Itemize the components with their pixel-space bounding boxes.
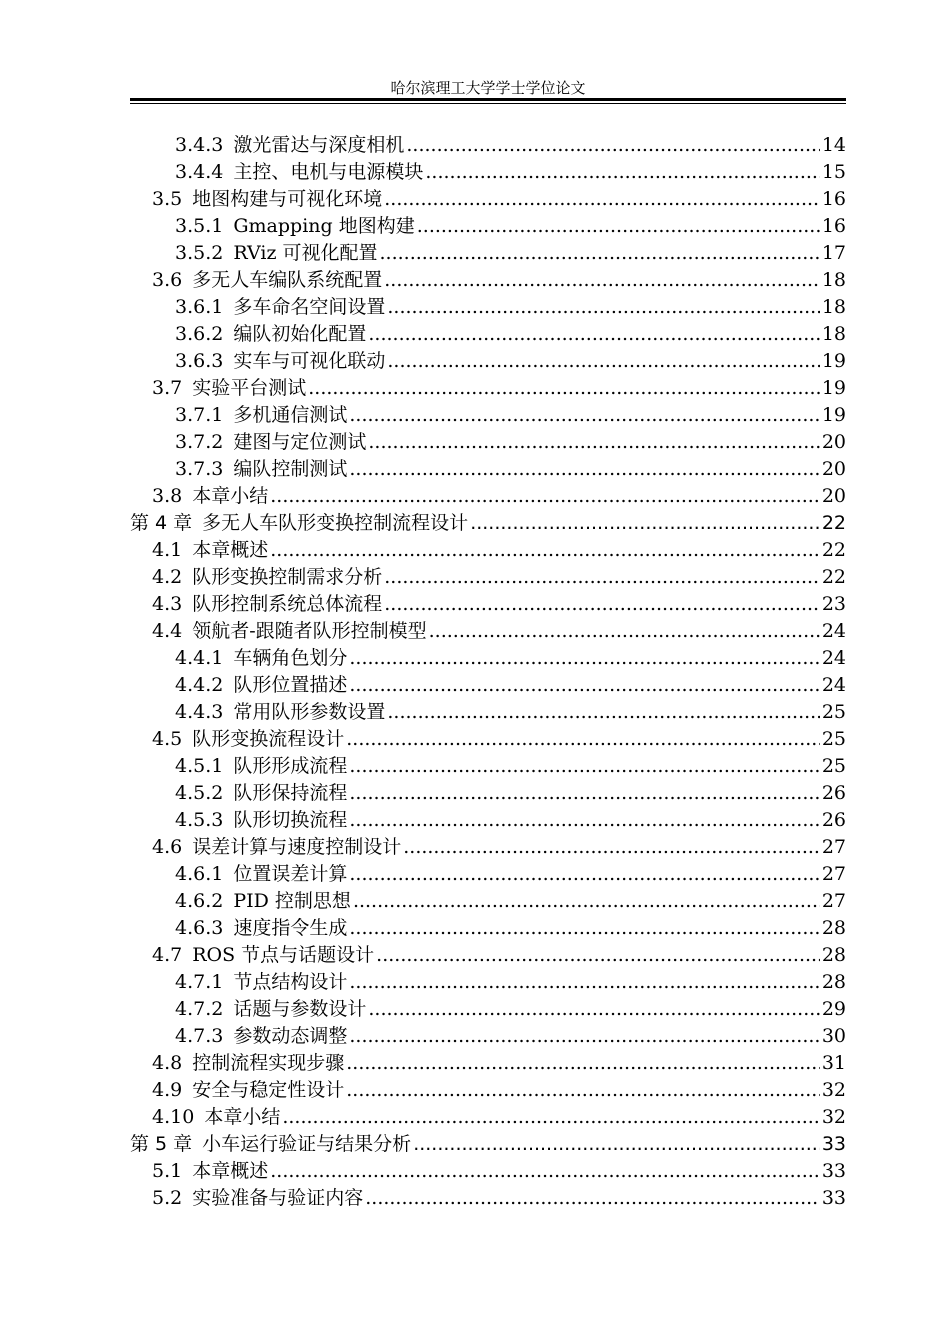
toc-dot-leader	[368, 996, 819, 1023]
toc-entry-number: 3.5.1	[175, 215, 224, 237]
toc-entry-title: 控制流程实现步骤	[192, 1052, 345, 1074]
toc-entry-page: 28	[821, 944, 846, 966]
toc-entry[interactable]	[130, 321, 846, 348]
toc-entry-page: 33	[821, 1133, 846, 1155]
toc-entry-page: 22	[821, 539, 846, 561]
table-of-contents	[130, 132, 846, 1212]
toc-entry-page: 24	[821, 674, 846, 696]
toc-dot-leader	[368, 321, 819, 348]
toc-entry-page: 32	[821, 1079, 846, 1101]
toc-entry-number: 3.5	[152, 188, 183, 210]
toc-entry[interactable]	[130, 645, 846, 672]
toc-entry-title: 队形形成流程	[233, 755, 348, 777]
toc-dot-leader	[365, 1185, 820, 1212]
toc-entry-page: 22	[821, 512, 846, 534]
toc-dot-leader	[349, 402, 819, 429]
toc-dot-leader	[270, 483, 820, 510]
toc-entry-page: 27	[821, 863, 846, 885]
toc-entry-title: 编队初始化配置	[233, 323, 367, 345]
toc-entry[interactable]	[130, 996, 846, 1023]
header-rule-thin	[130, 103, 846, 104]
toc-entry-page: 26	[821, 782, 846, 804]
toc-entry-page: 26	[821, 809, 846, 831]
toc-entry[interactable]	[130, 348, 846, 375]
toc-dot-leader	[425, 159, 819, 186]
toc-entry-title: 建图与定位测试	[233, 431, 367, 453]
toc-dot-leader	[413, 1131, 820, 1158]
toc-entry-page: 28	[821, 971, 846, 993]
toc-entry-number: 3.7	[152, 377, 183, 399]
toc-entry-title: 本章概述	[192, 539, 269, 561]
toc-dot-leader	[429, 618, 820, 645]
toc-entry-number: 4.3	[152, 593, 183, 615]
toc-entry-number: 3.8	[152, 485, 183, 507]
toc-dot-leader	[349, 645, 819, 672]
toc-entry-number: 5.1	[152, 1160, 183, 1182]
toc-entry-number: 第 4 章	[130, 512, 193, 534]
toc-entry-page: 25	[821, 701, 846, 723]
toc-entry-title: 队形变换控制需求分析	[192, 566, 383, 588]
toc-entry-page: 18	[821, 269, 846, 291]
toc-entry-title: 激光雷达与深度相机	[233, 134, 405, 156]
toc-entry-page: 17	[821, 242, 846, 264]
toc-entry-number: 4.1	[152, 539, 183, 561]
toc-entry-number: 3.7.3	[175, 458, 224, 480]
toc-entry-page: 29	[821, 998, 846, 1020]
toc-entry-number: 4.4.2	[175, 674, 224, 696]
toc-dot-leader	[349, 456, 819, 483]
toc-entry-page: 33	[821, 1187, 846, 1209]
toc-entry-title: 多车命名空间设置	[233, 296, 386, 318]
header-rule-thick	[130, 98, 846, 101]
toc-entry-number: 3.6.2	[175, 323, 224, 345]
toc-entry-number: 4.4.3	[175, 701, 224, 723]
toc-entry[interactable]	[130, 726, 846, 753]
toc-entry[interactable]	[130, 564, 846, 591]
toc-entry-title: 领航者-跟随者队形控制模型	[192, 620, 427, 642]
toc-entry-title: Gmapping 地图构建	[233, 215, 415, 237]
toc-entry-page: 24	[821, 620, 846, 642]
toc-entry[interactable]	[130, 1104, 846, 1131]
toc-entry-page: 16	[821, 215, 846, 237]
toc-entry-title: 本章小结	[192, 485, 269, 507]
toc-entry[interactable]	[130, 942, 846, 969]
toc-entry[interactable]	[130, 1050, 846, 1077]
toc-entry-number: 4.10	[152, 1106, 195, 1128]
toc-entry-number: 3.6.3	[175, 350, 224, 372]
toc-entry-number: 第 5 章	[130, 1133, 193, 1155]
toc-dot-leader	[349, 780, 819, 807]
toc-entry-page: 30	[821, 1025, 846, 1047]
toc-dot-leader	[270, 537, 820, 564]
toc-entry-page: 24	[821, 647, 846, 669]
toc-entry-page: 19	[821, 377, 846, 399]
toc-entry-number: 4.7.3	[175, 1025, 224, 1047]
toc-entry-title: 队形保持流程	[233, 782, 348, 804]
toc-entry[interactable]	[130, 888, 846, 915]
toc-dot-leader	[349, 672, 819, 699]
toc-entry-number: 4.4.1	[175, 647, 224, 669]
toc-entry-page: 19	[821, 350, 846, 372]
toc-entry-number: 4.6.3	[175, 917, 224, 939]
toc-entry[interactable]	[130, 591, 846, 618]
toc-entry-title: 本章概述	[192, 1160, 269, 1182]
toc-entry-title: 节点结构设计	[233, 971, 348, 993]
toc-entry-title: 队形切换流程	[233, 809, 348, 831]
toc-entry-title: 常用队形参数设置	[233, 701, 386, 723]
toc-entry-number: 4.5.3	[175, 809, 224, 831]
toc-entry-title: 车辆角色划分	[233, 647, 348, 669]
toc-entry-title: 多无人车编队系统配置	[192, 269, 383, 291]
toc-dot-leader	[349, 861, 819, 888]
toc-entry-title: 速度指令生成	[233, 917, 348, 939]
toc-entry[interactable]	[130, 429, 846, 456]
toc-entry-title: 安全与稳定性设计	[192, 1079, 345, 1101]
toc-entry[interactable]	[130, 537, 846, 564]
toc-dot-leader	[368, 429, 819, 456]
toc-entry[interactable]	[130, 834, 846, 861]
toc-entry-title: 主控、电机与电源模块	[233, 161, 424, 183]
toc-entry-page: 19	[821, 404, 846, 426]
toc-entry-title: 误差计算与速度控制设计	[192, 836, 402, 858]
toc-entry-number: 3.5.2	[175, 242, 224, 264]
toc-entry-title: 多机通信测试	[233, 404, 348, 426]
toc-dot-leader	[353, 888, 820, 915]
toc-entry-page: 15	[821, 161, 846, 183]
toc-dot-leader	[349, 807, 819, 834]
toc-dot-leader	[346, 726, 820, 753]
toc-entry[interactable]	[130, 510, 846, 537]
toc-entry-number: 4.6	[152, 836, 183, 858]
toc-entry-number: 4.4	[152, 620, 183, 642]
toc-entry-number: 4.7.1	[175, 971, 224, 993]
toc-entry-number: 4.5.1	[175, 755, 224, 777]
toc-dot-leader	[282, 1104, 819, 1131]
toc-entry-page: 20	[821, 458, 846, 480]
toc-entry-title: 队形变换流程设计	[192, 728, 345, 750]
toc-dot-leader	[387, 699, 819, 726]
toc-entry-page: 18	[821, 296, 846, 318]
toc-entry-number: 4.6.1	[175, 863, 224, 885]
toc-entry[interactable]	[130, 132, 846, 159]
toc-entry[interactable]	[130, 672, 846, 699]
toc-entry[interactable]	[130, 213, 846, 240]
toc-entry[interactable]	[130, 1185, 846, 1212]
toc-entry[interactable]	[130, 753, 846, 780]
toc-dot-leader	[346, 1077, 820, 1104]
toc-dot-leader	[349, 753, 819, 780]
toc-dot-leader	[387, 348, 819, 375]
toc-entry-page: 18	[821, 323, 846, 345]
toc-entry-page: 14	[821, 134, 846, 156]
toc-dot-leader	[384, 186, 820, 213]
toc-entry[interactable]	[130, 1131, 846, 1158]
toc-entry-page: 16	[821, 188, 846, 210]
toc-entry-page: 22	[821, 566, 846, 588]
toc-entry-title: 队形控制系统总体流程	[192, 593, 383, 615]
toc-dot-leader	[417, 213, 820, 240]
toc-entry[interactable]	[130, 618, 846, 645]
toc-entry-number: 3.4.3	[175, 134, 224, 156]
toc-entry-number: 4.8	[152, 1052, 183, 1074]
toc-entry-title: 本章小结	[204, 1106, 281, 1128]
toc-entry-title: ROS 节点与话题设计	[192, 944, 375, 966]
toc-entry-title: RViz 可视化配置	[233, 242, 378, 264]
toc-entry-title: 队形位置描述	[233, 674, 348, 696]
toc-entry[interactable]	[130, 699, 846, 726]
toc-entry-title: 实车与可视化联动	[233, 350, 386, 372]
toc-entry-page: 20	[821, 485, 846, 507]
toc-entry[interactable]	[130, 807, 846, 834]
toc-entry[interactable]	[130, 402, 846, 429]
toc-entry-page: 25	[821, 755, 846, 777]
toc-entry[interactable]	[130, 294, 846, 321]
toc-entry[interactable]	[130, 159, 846, 186]
toc-entry[interactable]	[130, 186, 846, 213]
toc-entry-number: 4.5	[152, 728, 183, 750]
toc-entry-number: 3.7.2	[175, 431, 224, 453]
toc-entry[interactable]	[130, 1077, 846, 1104]
toc-entry-number: 3.7.1	[175, 404, 224, 426]
toc-dot-leader	[270, 1158, 820, 1185]
toc-entry[interactable]	[130, 915, 846, 942]
toc-entry-title: 实验准备与验证内容	[192, 1187, 364, 1209]
toc-entry-number: 4.7	[152, 944, 183, 966]
toc-entry-page: 31	[821, 1052, 846, 1074]
toc-entry[interactable]	[130, 456, 846, 483]
toc-dot-leader	[380, 240, 820, 267]
toc-entry-number: 4.9	[152, 1079, 183, 1101]
toc-entry-number: 4.2	[152, 566, 183, 588]
toc-entry-page: 33	[821, 1160, 846, 1182]
toc-entry-page: 23	[821, 593, 846, 615]
toc-dot-leader	[349, 1023, 819, 1050]
toc-dot-leader	[406, 132, 819, 159]
toc-entry-title: PID 控制思想	[233, 890, 351, 912]
toc-entry-title: 小车运行验证与结果分析	[202, 1133, 412, 1155]
toc-dot-leader	[384, 564, 820, 591]
page-header-title: 哈尔滨理工大学学士学位论文	[390, 79, 586, 97]
toc-dot-leader	[387, 294, 819, 321]
toc-entry-number: 5.2	[152, 1187, 183, 1209]
toc-entry[interactable]	[130, 780, 846, 807]
toc-entry-page: 27	[821, 836, 846, 858]
toc-entry-title: 实验平台测试	[192, 377, 307, 399]
toc-entry[interactable]	[130, 267, 846, 294]
toc-dot-leader	[346, 1050, 820, 1077]
toc-entry-title: 多无人车队形变换控制流程设计	[202, 512, 469, 534]
toc-entry-number: 3.6.1	[175, 296, 224, 318]
toc-entry-title: 地图构建与可视化环境	[192, 188, 383, 210]
toc-entry-page: 28	[821, 917, 846, 939]
toc-entry-page: 27	[821, 890, 846, 912]
toc-entry-page: 25	[821, 728, 846, 750]
toc-entry-number: 3.6	[152, 269, 183, 291]
toc-entry[interactable]	[130, 969, 846, 996]
toc-dot-leader	[349, 915, 819, 942]
toc-entry[interactable]	[130, 861, 846, 888]
toc-entry[interactable]	[130, 1023, 846, 1050]
toc-entry-page: 32	[821, 1106, 846, 1128]
toc-dot-leader	[349, 969, 819, 996]
toc-entry-number: 4.6.2	[175, 890, 224, 912]
toc-dot-leader	[403, 834, 820, 861]
toc-dot-leader	[384, 591, 820, 618]
toc-entry[interactable]	[130, 240, 846, 267]
toc-entry-title: 编队控制测试	[233, 458, 348, 480]
toc-entry-title: 话题与参数设计	[233, 998, 367, 1020]
toc-entry-title: 位置误差计算	[233, 863, 348, 885]
toc-entry-title: 参数动态调整	[233, 1025, 348, 1047]
toc-dot-leader	[470, 510, 820, 537]
toc-entry[interactable]	[130, 375, 846, 402]
toc-entry-page: 20	[821, 431, 846, 453]
toc-entry[interactable]	[130, 1158, 846, 1185]
toc-entry-number: 4.5.2	[175, 782, 224, 804]
toc-dot-leader	[376, 942, 820, 969]
toc-dot-leader	[384, 267, 820, 294]
toc-dot-leader	[308, 375, 820, 402]
toc-entry[interactable]	[130, 483, 846, 510]
toc-entry-number: 3.4.4	[175, 161, 224, 183]
toc-entry-number: 4.7.2	[175, 998, 224, 1020]
